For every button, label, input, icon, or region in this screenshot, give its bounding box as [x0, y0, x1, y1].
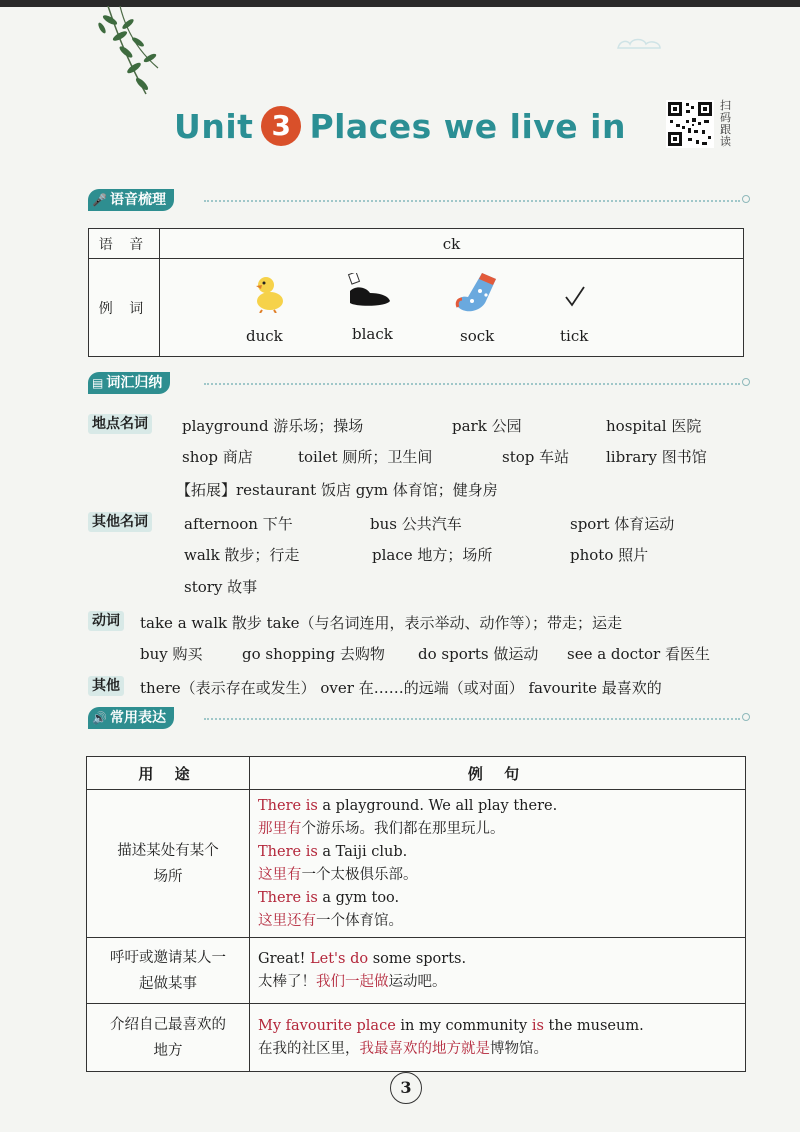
section-header-phonics: [88, 189, 174, 213]
section-header-vocab: [88, 372, 170, 396]
example-line: [258, 887, 737, 910]
title-prefix: Unit: [174, 107, 254, 146]
page-number: 3: [390, 1072, 422, 1104]
example-cell: [250, 1004, 746, 1072]
section-divider: [204, 200, 740, 202]
vocab-item: sport 体育运动: [570, 515, 675, 533]
vocab-item: shop 商店: [182, 448, 253, 466]
example-line: [258, 1015, 737, 1038]
text: a playground. We all play there.: [317, 797, 558, 814]
highlight: There is: [258, 889, 318, 906]
vocab-item: photo 照片: [570, 546, 649, 564]
speaker-icon: 🔊: [92, 711, 107, 725]
unit-number-badge: 3: [261, 106, 301, 146]
highlight: is: [531, 1017, 544, 1034]
highlight: 这里还有: [258, 912, 316, 929]
use-cell: [87, 1004, 250, 1072]
qr-code-icon[interactable]: [666, 100, 714, 148]
vocab-item: library 图书馆: [606, 448, 707, 466]
use-line: 地方: [153, 1042, 183, 1059]
willow-leaves-decoration: [88, 6, 178, 98]
vocab-item: park 公园: [452, 417, 522, 435]
text: a Taiji club.: [317, 843, 408, 860]
vocab-item: place 地方；场所: [372, 546, 493, 564]
microphone-icon: 🎤: [92, 193, 107, 207]
vocab-extension: 【拓展】restaurant 饭店 gym 体育馆；健身房: [176, 481, 498, 499]
tick-icon: [564, 285, 586, 309]
section-title: 词汇归纳: [106, 375, 163, 391]
example-line: [258, 841, 737, 864]
qr-caption: [720, 100, 734, 148]
vocab-item: toilet 厕所；卫生间: [298, 448, 433, 466]
section-tab: [88, 707, 174, 729]
divider-ring: [742, 195, 750, 203]
qr-caption-char: 读: [720, 135, 731, 148]
vocab-item: buy 购买: [140, 645, 203, 663]
text: in my community: [395, 1017, 532, 1034]
section-title: 常用表达: [109, 710, 166, 726]
sound-label: 语 音: [89, 229, 160, 259]
text: 在我的社区里，: [258, 1040, 360, 1057]
tag-other-nouns: 其他名词: [88, 512, 152, 532]
highlight: 那里有: [258, 820, 302, 837]
text: the museum.: [543, 1017, 644, 1034]
vocab-item: walk 散步；行走: [184, 546, 300, 564]
qr-caption-char: 扫: [720, 99, 731, 112]
example-word: duck: [246, 327, 283, 345]
tag-place-nouns: 地点名词: [88, 414, 152, 434]
vocab-item: hospital 医院: [606, 417, 702, 435]
use-line: 起做某事: [139, 975, 197, 992]
example-word: tick: [560, 327, 589, 345]
example-line: [258, 795, 737, 818]
example-words-cell: [160, 259, 744, 357]
vocab-item: see a doctor 看医生: [567, 645, 710, 663]
text: 运动吧。: [388, 973, 447, 990]
phonics-table: [88, 228, 744, 357]
use-line: 描述某处有某个: [117, 842, 219, 859]
example-word: black: [352, 325, 393, 343]
section-tab: [88, 372, 170, 394]
text: a gym too.: [317, 889, 400, 906]
vocab-item: afternoon 下午: [184, 515, 293, 533]
column-header-use: 用 途: [87, 757, 250, 790]
example-cell: [250, 790, 746, 938]
use-line: 呼吁或邀请某人一: [110, 949, 226, 966]
vocab-item: go shopping 去购物: [242, 645, 385, 663]
text: some sports.: [368, 950, 467, 967]
example-cell: [250, 938, 746, 1004]
example-line: [258, 1038, 737, 1061]
other-line: there（表示存在或发生） over 在……的远端（或对面） favourite 最喜欢的: [140, 679, 662, 697]
text: 太棒了！: [258, 973, 316, 990]
tag-verbs: 动词: [88, 611, 124, 631]
duck-icon: [252, 273, 288, 313]
section-title: 语音梳理: [109, 192, 166, 208]
use-cell: [87, 790, 250, 938]
text: 博物馆。: [490, 1040, 548, 1057]
cloud-decoration: [614, 36, 664, 52]
vocab-item: bus 公共汽车: [370, 515, 462, 533]
example-line: [258, 864, 737, 887]
example-line: [258, 948, 737, 971]
column-header-example: 例 句: [250, 757, 746, 790]
black-shoe-icon: [346, 273, 392, 309]
use-line: 场所: [153, 868, 183, 885]
highlight: 这里有: [258, 866, 302, 883]
highlight: 我最喜欢的地方就是: [359, 1040, 490, 1057]
vocab-item: stop 车站: [502, 448, 570, 466]
vocab-item: do sports 做运动: [418, 645, 539, 663]
text: 个游乐场。我们都在那里玩儿。: [301, 820, 505, 837]
section-divider: [204, 383, 740, 385]
vocab-item: playground 游乐场；操场: [182, 417, 364, 435]
highlight: My favourite place: [258, 1017, 396, 1034]
text: Great!: [258, 950, 311, 967]
use-cell: [87, 938, 250, 1004]
tag-other: 其他: [88, 676, 124, 696]
qr-caption-char: 跟: [720, 123, 731, 136]
section-divider: [204, 718, 740, 720]
use-line: 介绍自己最喜欢的: [110, 1016, 226, 1033]
section-header-expressions: [88, 707, 174, 731]
book-icon: ▤: [92, 376, 104, 390]
example-word: sock: [460, 327, 495, 345]
sock-icon: [452, 271, 500, 315]
highlight: There is: [258, 797, 318, 814]
example-label: 例 词: [89, 259, 160, 357]
example-line: [258, 818, 737, 841]
example-line: [258, 971, 737, 994]
highlight: Let's do: [310, 950, 369, 967]
text: 一个体育馆。: [316, 912, 403, 929]
verbs-line: take a walk 散步 take（与名词连用，表示举动、动作等）；带走；运走: [140, 614, 623, 632]
divider-ring: [742, 378, 750, 386]
example-line: [258, 910, 737, 933]
qr-caption-char: 码: [720, 111, 731, 124]
text: 一个太极俱乐部。: [301, 866, 418, 883]
sound-cell: ck: [160, 229, 744, 259]
section-tab: [88, 189, 174, 211]
highlight: 我们一起做: [316, 973, 389, 990]
expressions-table: [86, 756, 746, 1072]
vocab-item: story 故事: [184, 578, 258, 596]
highlight: There is: [258, 843, 318, 860]
title-suffix: Places we live in: [309, 107, 626, 146]
divider-ring: [742, 713, 750, 721]
